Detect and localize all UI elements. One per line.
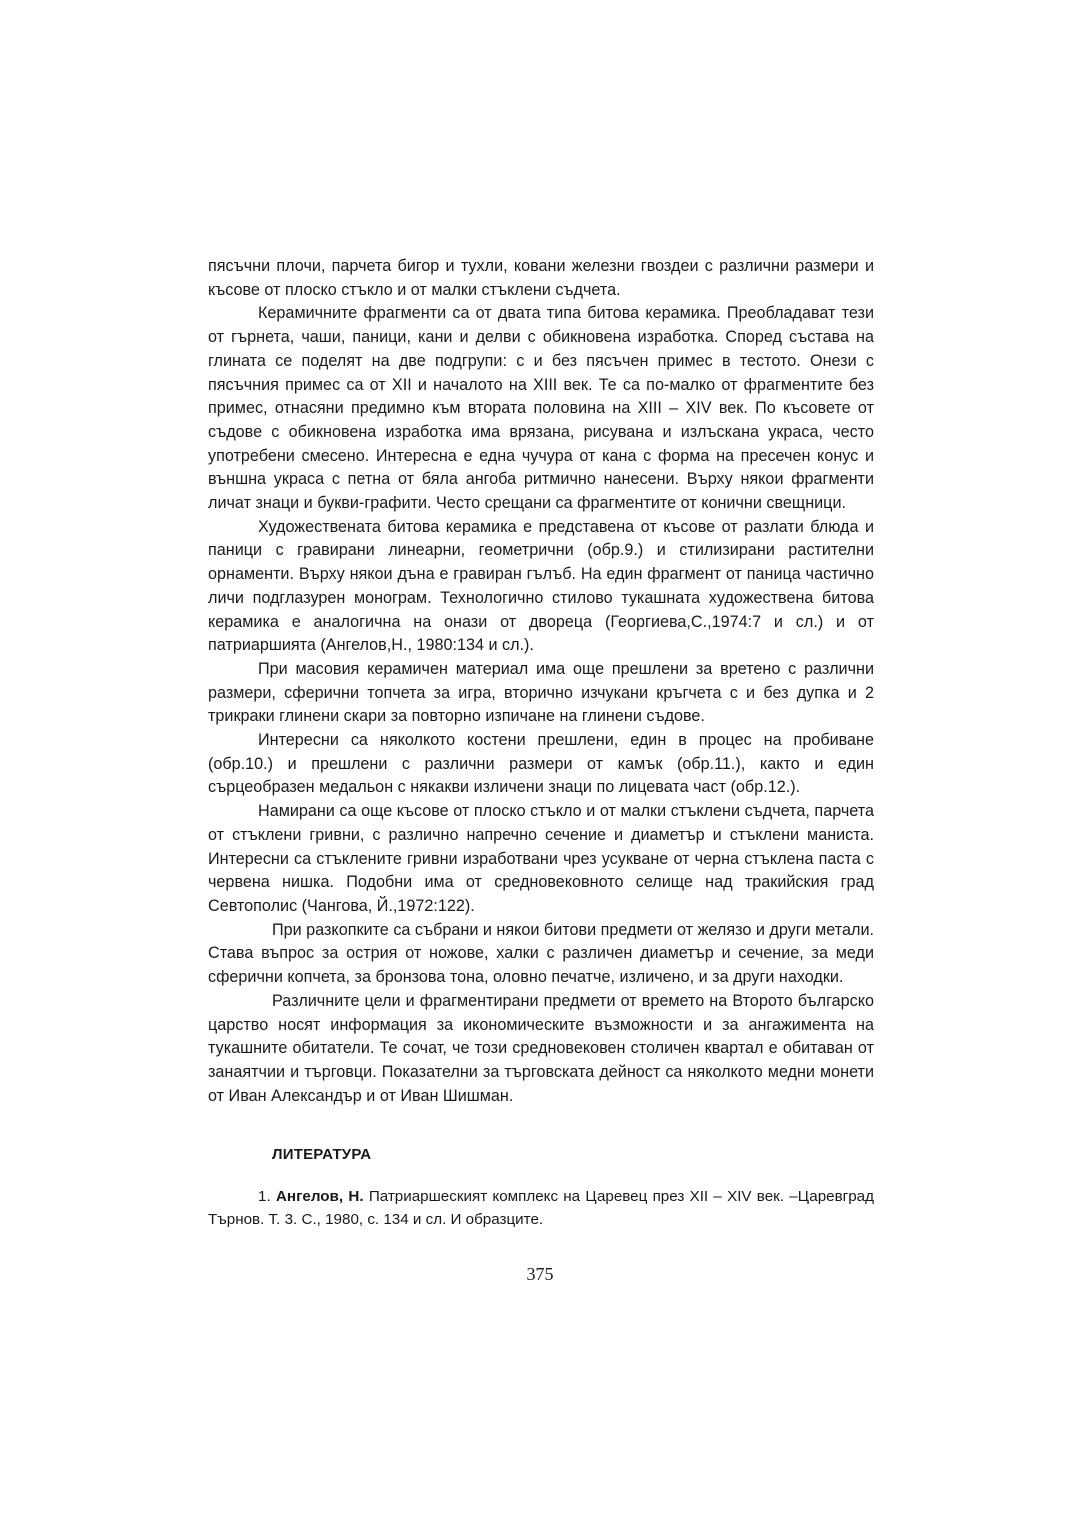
paragraph: Различните цели и фрагментирани предмети от времето на Второто българско царство носят информация за икономическите възможности и за ангажимента на тукашните обитатели. Те сочат, че този средновековен столичен квартал е обитаван от занаятчии и търговци. Показателни за търговската дейност са няколкото медни монети от Иван Александър и от Иван Шишман. [208, 991, 874, 1105]
paragraph: При разкопките са събрани и някои битови предмети от желязо и други метали. Става въпрос за острия от ножове, халки с различен диаметър и сечение, за меди сферични копчета, за бронзова тона, оловно печатче, изличено, и за други находки. [208, 920, 874, 987]
literature-heading: ЛИТЕРАТУРА [272, 1146, 372, 1163]
paragraph: Намирани са още късове от плоско стъкло и от малки стъклени съдчета, парчета от стъклени гривни, с различно напречно сечение и диаметър и стъклени маниста. Интересни са стъклените гривни изработвани чрез усукване от черна стъклена паста с червена нишка. Подобни има от средновековното селище над тракийския град Севтополис (Чангова, Й.,1972:122). [208, 802, 874, 915]
reference-item [208, 1186, 874, 1231]
paragraph: При масовия керамичен материал има още прешлени за вретено с различни размери, сферични топчета за игра, вторично изчукани кръгчета с и без дупка и 2 трикраки глинени скари за повторно изпичане на глинени съдове. [208, 659, 874, 726]
paragraph: Керамичните фрагменти са от двата типа битова керамика. Преобладават тези от гърнета, чаши, паници, кани и делви с обикновена изработка. Според състава на глината се поделят на две подгрупи: с и без пясъчен примес в тестото. Онези с пясъчния примес са от XII и началото на XIII век. Те са по-малко от фрагментите без примес, отнасяни предимно към втората половина на XIII – XIV век. По късовете от съдове с обикновена изработка има врязана, рисувана и излъскана украса, често употребени смесено. Интересна е една чучура от кана с форма на пресечен конус и външна украса с петна от бяла ангоба ритмично нанесени. Върху някои фрагменти личат знаци и букви-графити. Често срещани са фрагментите от конични свещници. [208, 304, 874, 513]
reference-number: 1. [258, 1188, 271, 1205]
body-text [208, 255, 874, 1108]
paragraph: пясъчни плочи, парчета бигор и тухли, ковани железни гвоздеи с различни размери и късове от плоско стъкло и от малки стъклени съдчета. [208, 257, 874, 299]
paragraph: Художествената битова керамика е представена от късове от разлати блюда и паници с гравирани линеарни, геометрични (обр.9.) и стилизирани растителни орнаменти. Върху някои дъна е гравиран гълъб. На един фрагмент от паница частично личи подглазурен монограм. Технологично стилово тукашната художествена битова керамика е аналогична на онази от двореца (Георгиева,С.,1974:7 и сл.) и от патриаршията (Ангелов,Н., 1980:134 и сл.). [208, 517, 874, 655]
reference-text: Патриаршеският комплекс на Царевец през XII – XIV век. –Царевград Търнов. Т. 3. С., 1980, с. 134 и сл. И образците. [208, 1188, 874, 1228]
paragraph: Интересни са няколкото костени прешлени, един в процес на пробиване (обр.10.) и прешлени с различни размери от камък (обр.11.), както и един сърцеобразен медальон с някакви изличени знаци по лицевата част (обр.12.). [208, 731, 874, 797]
reference-author: Ангелов, Н. [275, 1188, 364, 1205]
page-number: 375 [526, 1264, 554, 1284]
